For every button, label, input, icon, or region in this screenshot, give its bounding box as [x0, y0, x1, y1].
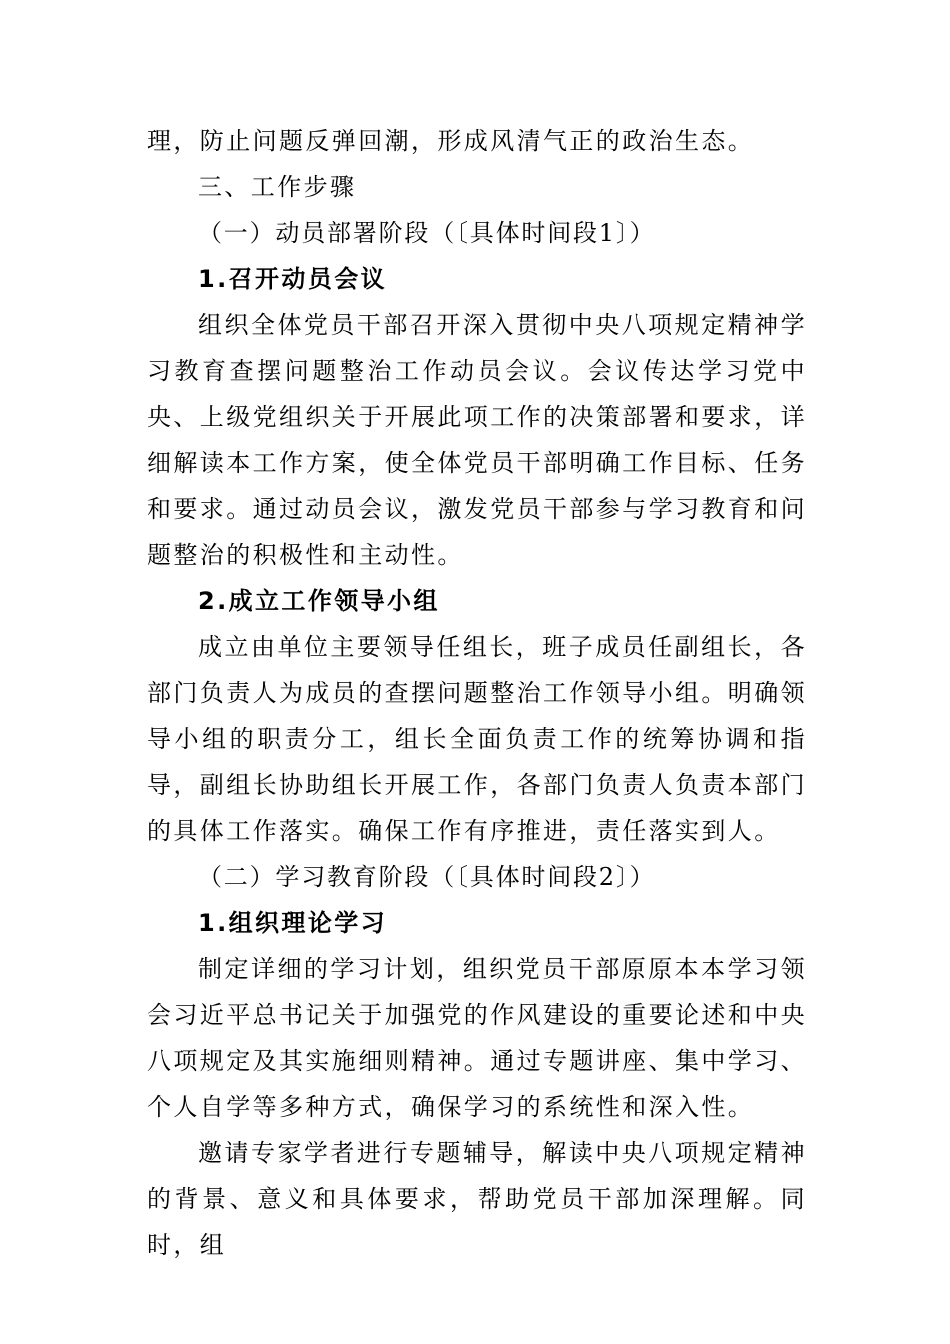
- subsection-heading-mobilization: （一）动员部署阶段（〔具体时间段1〕）: [198, 219, 656, 247]
- paragraph-expert-guidance: 邀请专家学者进行专题辅导，解读中央八项规定精神的背景、意义和具体要求，帮助党员干部加深理解。同时，组: [147, 1139, 807, 1259]
- paragraph-leading-group: 成立由单位主要领导任组长，班子成员任副组长，各部门负责人为成员的查摆问题整治工作领导小组。明确领导小组的职责分工，组长全面负责工作的统筹协调和指导，副组长协助组长开展工作，各部门负责人负责本部门的具体工作落实。确保工作有序推进，责任落实到人。: [147, 633, 807, 845]
- section-heading-work-steps: 三、工作步骤: [198, 173, 357, 201]
- subsection-heading-study-education: （二）学习教育阶段（〔具体时间段2〕）: [198, 863, 656, 891]
- item-heading-theory-study: 1.组织理论学习: [198, 909, 388, 937]
- paragraph-theory-study: 制定详细的学习计划，组织党员干部原原本本学习领会习近平总书记关于加强党的作风建设的重要论述和中央八项规定及其实施细则精神。通过专题讲座、集中学习、个人自学等多种方式，确保学习的系统性和深入性。: [147, 955, 807, 1121]
- item-heading-leading-group: 2.成立工作领导小组: [198, 587, 440, 615]
- paragraph-mobilization-meeting: 组织全体党员干部召开深入贯彻中央八项规定精神学习教育查摆问题整治工作动员会议。会议传达学习党中央、上级党组织关于开展此项工作的决策部署和要求，详细解读本工作方案，使全体党员干部明确工作目标、任务和要求。通过动员会议，激发党员干部参与学习教育和问题整治的积极性和主动性。: [147, 311, 807, 569]
- paragraph-continued: 理，防止问题反弹回潮，形成风清气正的政治生态。: [147, 127, 755, 155]
- document-body: [147, 118, 807, 1268]
- item-heading-mobilization-meeting: 1.召开动员会议: [198, 265, 388, 293]
